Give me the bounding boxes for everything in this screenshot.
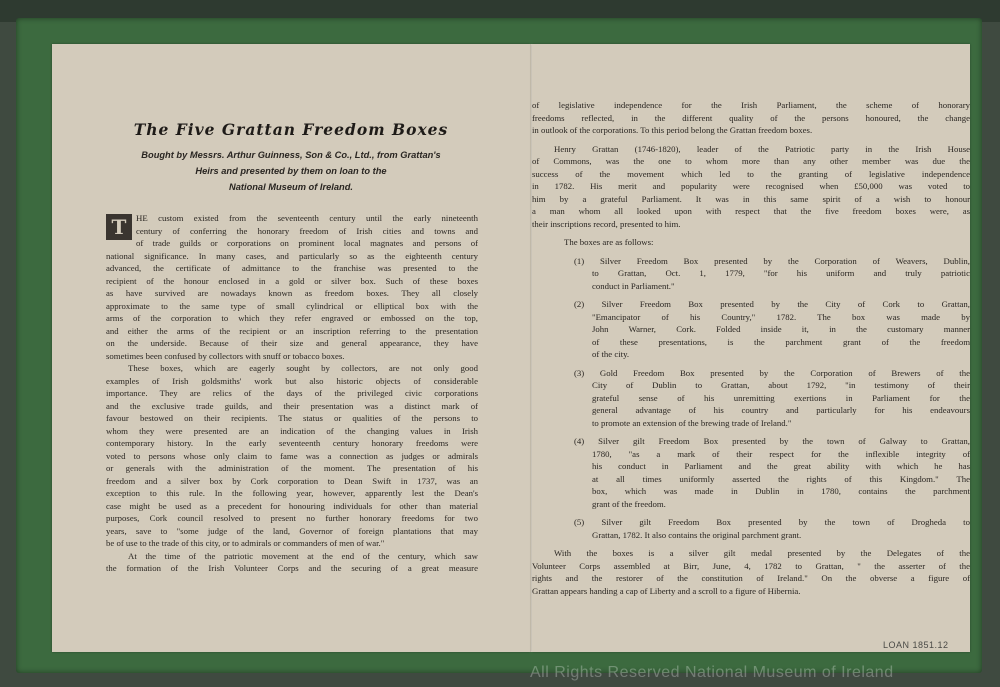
list-item xyxy=(532,516,970,541)
text-line: With the boxes is a silver gilt medal presented by the Delegates of the xyxy=(554,548,970,558)
text-line: whom they were presented are an indication of the changing values in Irish xyxy=(106,425,478,436)
text-line: in 1782. His merit and popularity were recognised when £50,000 was voted to xyxy=(532,181,970,191)
text-line: their inscriptions record, presented to him. xyxy=(532,218,681,229)
text-line: advanced, the certificate of admittance to the franchise was presented to the xyxy=(106,263,478,273)
paragraph-grattan xyxy=(532,143,970,231)
text-line: HE custom existed from the seventeenth century until the early nineteenth xyxy=(136,213,478,223)
text-line: grateful sense of his unremitting exertions in Parliament for the xyxy=(592,392,970,403)
copyright-watermark: All Rights Reserved National Museum of Ireland xyxy=(530,664,894,681)
text-line: grant of the freedom. xyxy=(592,498,666,509)
text-line: his conduct in Parliament and the great ability with which he has xyxy=(592,461,970,471)
document-right-page xyxy=(532,44,970,652)
text-line: favour bestowed on their recipients. The status or qualities of the persons to xyxy=(106,413,478,423)
paragraph-1 xyxy=(106,212,478,362)
text-line: on the underside. Because of their size and general appearance, they have xyxy=(106,338,478,348)
text-line: case might be used as a precedent for honouring individuals for other than material xyxy=(106,500,478,511)
text-line: purposes, Cork council resolved to present no further honorary freedoms for two xyxy=(106,513,478,523)
text-line: national significance. In many cases, and particularly so as the eighteenth century xyxy=(106,250,478,261)
paragraph-continuation xyxy=(532,99,970,137)
text-line: (2) Silver Freedom Box presented by the City of Cork to Grattan, xyxy=(574,299,970,309)
left-column-text xyxy=(106,212,478,575)
text-line: sometimes been confused by collectors with snuff or tobacco boxes. xyxy=(106,350,345,361)
list-item xyxy=(532,435,970,510)
text-line: Henry Grattan (1746-1820), leader of the Patriotic party in the Irish House xyxy=(554,143,970,154)
paragraph-2 xyxy=(106,362,478,550)
text-line: Volunteer Corps assembled at Birr, June, 4, 1782 to Grattan, " the asserter of the xyxy=(532,560,970,571)
text-line: century of conferring the honorary freedom of Irish cities and towns and xyxy=(136,225,478,236)
text-line: At the time of the patriotic movement at the end of the century, which saw xyxy=(128,550,478,561)
text-line: (3) Gold Freedom Box presented by the Corporation of Brewers of the xyxy=(574,367,970,378)
document-left-page xyxy=(52,44,530,652)
text-line: conduct in Parliament." xyxy=(592,280,675,291)
text-line: years, save to "some judge of the land, Governor of foreign plantations that may xyxy=(106,525,478,536)
drop-cap-letter: T xyxy=(106,214,132,240)
text-line: a man whom all looked upon with respect that the five freedom boxes were, as xyxy=(532,206,970,216)
list-intro: The boxes are as follows: xyxy=(564,237,654,247)
text-line: in outlook of the corporations. To this period belong the Grattan freedom boxes. xyxy=(532,125,813,135)
paragraph-closing xyxy=(532,547,970,597)
text-line: rights and the restorer of the constitution of Ireland." On the obverse a figure of xyxy=(532,573,970,583)
list-item xyxy=(532,367,970,430)
text-line: contemporary history. In the early seventeenth century honorary freedoms were xyxy=(106,438,478,448)
text-line: general advantage of his country and particularly for his endeavours xyxy=(592,405,970,415)
text-line: box, which was made in Dublin in 1780, contains the parchment xyxy=(592,486,970,496)
list-item xyxy=(532,298,970,361)
text-line: These boxes, which are eagerly sought by collectors, are not only good xyxy=(128,363,478,373)
list-item xyxy=(532,255,970,293)
text-line: John Warner, Cork. Folded inside it, in the customary manner xyxy=(592,324,970,334)
text-line: freedom and a silver box by Cork corporation to Dean Swift in 1737, was an xyxy=(106,475,478,486)
text-line: approximate to the same type of small cylindrical or elliptical box with the xyxy=(106,300,478,311)
subtitle-line: Heirs and presented by them on loan to the xyxy=(195,166,387,176)
text-line: the formation of the Irish Volunteer Corps and the securing of a great measure xyxy=(106,563,478,573)
text-line: (5) Silver gilt Freedom Box presented by the town of Drogheda to xyxy=(574,517,970,527)
text-line: to promote an extension of the brewing trade of Ireland." xyxy=(592,417,792,428)
text-line: Grattan, 1782. It also contains the original parchment grant. xyxy=(592,529,802,540)
paragraph-3 xyxy=(106,550,478,575)
text-line: and the exclusive trade guilds, and their presentation was a distinct mark of xyxy=(106,400,478,411)
text-line: arms of the corporation to which they refer engraved or embossed on the top, xyxy=(106,313,478,323)
text-line: as have survived are nowadays known as freedom boxes. They all closely xyxy=(106,288,478,298)
loan-number-stamp: LOAN 1851.12 xyxy=(883,640,949,650)
text-line: "Emancipator of his Country," 1782. The box was made by xyxy=(592,311,970,322)
text-line: of legislative independence for the Irish Parliament, the scheme of honorary xyxy=(532,100,970,110)
text-line: (1) Silver Freedom Box presented by the Corporation of Weavers, Dublin, xyxy=(574,255,970,266)
text-line: Grattan appears handing a cap of Liberty and a scroll to a figure of Hibernia. xyxy=(532,585,801,596)
text-line: voted to persons whose only claim to fame was a connection as judges or admirals xyxy=(106,450,478,461)
text-line: be of use to the trade of this city, or to admirals or commanders of men of war." xyxy=(106,538,385,548)
right-column-text xyxy=(532,99,970,597)
text-line: at all times uniformly asserted the rights of this Kingdom." The xyxy=(592,473,970,484)
document-subtitle xyxy=(92,147,490,195)
text-line: importance. They are relics of the days of the privileged civic corporations xyxy=(106,388,478,398)
text-line: of Commons, was the one to whom more than any other member was due the xyxy=(532,156,970,166)
text-line: success of the movement which led to the granting of legislative independence xyxy=(532,168,970,179)
text-line: and either the arms of the recipient or an inscription referring to the presentation xyxy=(106,325,478,336)
text-line: of these presentations, is the parchment grant of the freedom xyxy=(592,336,970,347)
text-line: 1780, "as a mark of their respect for the inflexible integrity of xyxy=(592,448,970,459)
text-line: of the city. xyxy=(592,349,630,359)
text-line: City of Dublin to Grattan, about 1792, "in testimony of their xyxy=(592,380,970,390)
text-line: examples of Irish goldsmiths' work but also historic objects of considerable xyxy=(106,375,478,386)
subtitle-line: Bought by Messrs. Arthur Guinness, Son & Co., Ltd., from Grattan's xyxy=(141,150,441,160)
text-line: to Grattan, Oct. 1, 1779, "for his uniform and truly patriotic xyxy=(592,268,970,278)
text-line: freedoms reflected, in the different quality of the persons honoured, the change xyxy=(532,112,970,123)
text-line: or generals with the administration of the moment. The presentation of his xyxy=(106,463,478,473)
document-title: The Five Grattan Freedom Boxes xyxy=(133,120,449,139)
text-line: him by a grateful Parliament. It was in this same spirit of a wish to honour xyxy=(532,193,970,204)
text-line: exception to this rule. In the following year, however, apparently lest the Dean's xyxy=(106,488,478,498)
text-line: recipient of the honour enclosed in a gold or silver box. Such of these boxes xyxy=(106,275,478,286)
text-line: of trade guilds or corporations on prominent local magnates and persons of xyxy=(136,238,478,248)
subtitle-line: National Museum of Ireland. xyxy=(229,182,353,192)
text-line: (4) Silver gilt Freedom Box presented by the town of Galway to Grattan, xyxy=(574,436,970,446)
